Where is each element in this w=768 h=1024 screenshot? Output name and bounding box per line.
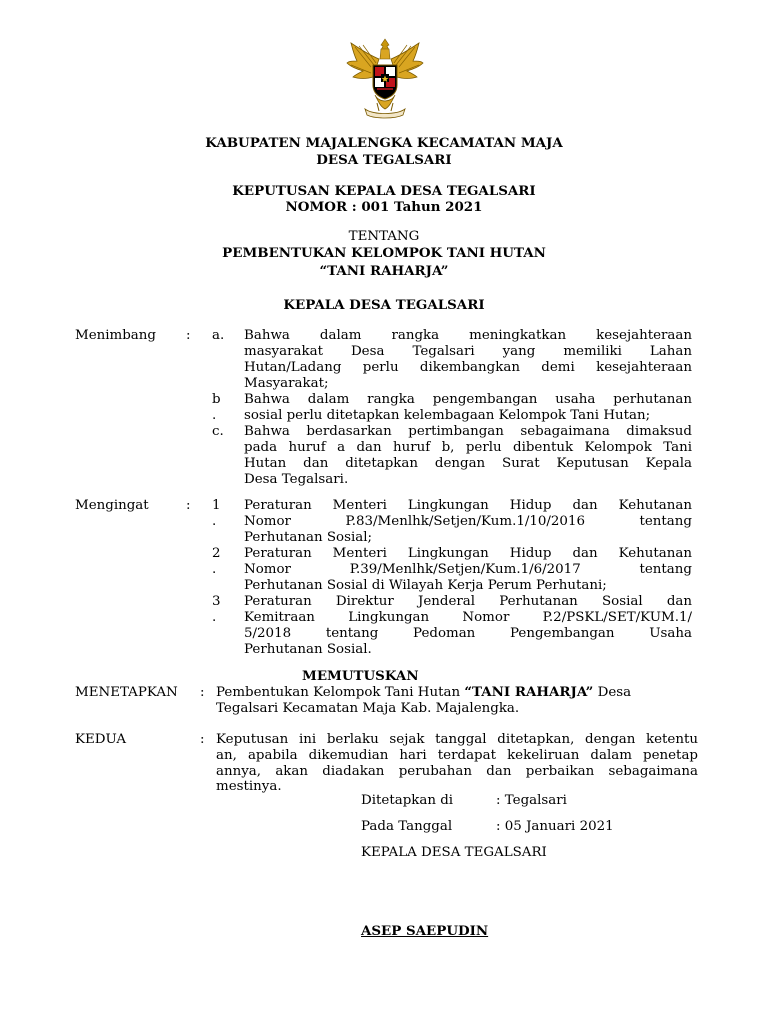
mengingat-1-line-2: Nomor P.83/Menlhk/Setjen/Kum.1/10/2016 tentang <box>244 514 692 529</box>
memutuskan-heading: MEMUTUSKAN <box>302 668 419 684</box>
menimbang-a-line-2: masyarakat Desa Tegalsari yang memiliki Lahan <box>244 344 692 359</box>
kedua-colon: : <box>200 732 205 747</box>
subject-line-1: PEMBENTUKAN KELOMPOK TANI HUTAN <box>222 245 546 261</box>
mengingat-marker-2-dot: . <box>212 562 217 577</box>
signatory-name: ASEP SAEPUDIN <box>361 923 489 939</box>
menetapkan-colon: : <box>200 685 205 700</box>
kedua-line-2: an, apabila dikemudian hari terdapat kekeliruan dalam penetap <box>216 748 698 763</box>
menimbang-marker-c: c. <box>212 424 224 439</box>
mengingat-2-line-2: Nomor P.39/Menlhk/Setjen/Kum.1/6/2017 tentang <box>244 562 692 577</box>
group-name: “TANI RAHARJA” <box>464 684 594 700</box>
about-label: TENTANG <box>348 229 420 244</box>
menetapkan-text-post: Desa <box>593 685 632 700</box>
kedua-line-1: Keputusan ini berlaku sejak tanggal ditetapkan, dengan ketentu <box>216 732 698 747</box>
menimbang-a-line-1: Bahwa dalam rangka meningkatkan kesejahteraan <box>244 328 692 343</box>
issuer-heading: KEPALA DESA TEGALSARI <box>283 297 485 313</box>
menimbang-colon: : <box>186 328 191 343</box>
menetapkan-line-1 <box>216 685 698 700</box>
decree-number: NOMOR : 001 Tahun 2021 <box>285 199 483 215</box>
menimbang-b-line-1: Bahwa dalam rangka pengembangan usaha perhutanan <box>244 392 692 407</box>
signatory-title: KEPALA DESA TEGALSARI <box>361 845 547 860</box>
subject-line-2: “TANI RAHARJA” <box>319 263 449 279</box>
menimbang-marker-b-dot: . <box>212 408 217 423</box>
menimbang-marker-a: a. <box>212 328 225 343</box>
kedua-line-4: mestinya. <box>216 779 282 794</box>
decree-title: KEPUTUSAN KEPALA DESA TEGALSARI <box>232 183 536 199</box>
mengingat-marker-3: 3 <box>212 594 221 609</box>
mengingat-colon: : <box>186 498 191 513</box>
garuda-emblem <box>343 37 427 121</box>
mengingat-marker-1: 1 <box>212 498 221 513</box>
menetapkan-text-pre: Pembentukan Kelompok Tani Hutan <box>216 685 465 700</box>
menimbang-c-line-1: Bahwa berdasarkan pertimbangan sebagaimana dimaksud <box>244 424 692 439</box>
menimbang-marker-b: b <box>212 392 221 407</box>
mengingat-1-line-3: Perhutanan Sosial; <box>244 530 373 545</box>
menimbang-a-line-3: Hutan/Ladang perlu dikembangkan demi kesejahteraan <box>244 360 692 375</box>
mengingat-1-line-1: Peraturan Menteri Lingkungan Hidup dan Kehutanan <box>244 498 692 513</box>
menetapkan-label: MENETAPKAN <box>75 685 178 700</box>
mengingat-marker-2: 2 <box>212 546 221 561</box>
date-value: : 05 Januari 2021 <box>496 819 614 834</box>
mengingat-2-line-3: Perhutanan Sosial di Wilayah Kerja Perum Perhutani; <box>244 578 607 593</box>
menimbang-c-line-4: Desa Tegalsari. <box>244 472 349 487</box>
mengingat-3-line-2: Kemitraan Lingkungan Nomor P.2/PSKL/SET/KUM.1/ <box>244 610 692 625</box>
place-value: : Tegalsari <box>496 793 567 808</box>
menetapkan-line-2: Tegalsari Kecamatan Maja Kab. Majalengka. <box>216 701 520 716</box>
mengingat-label: Mengingat <box>75 498 149 513</box>
mengingat-3-line-4: Perhutanan Sosial. <box>244 642 372 657</box>
mengingat-3-line-1: Peraturan Direktur Jenderal Perhutanan Sosial dan <box>244 594 692 609</box>
menimbang-c-line-3: Hutan dan ditetapkan dengan Surat Keputusan Kepala <box>244 456 692 471</box>
menimbang-a-line-4: Masyarakat; <box>244 376 329 391</box>
mengingat-3-line-3: 5/2018 tentang Pedoman Pengembangan Usaha <box>244 626 692 641</box>
menimbang-c-line-2: pada huruf a dan huruf b, perlu dibentuk Kelompok Tani <box>244 440 692 455</box>
kedua-line-3: annya, akan diadakan perubahan dan perbaikan sebagaimana <box>216 764 698 779</box>
place-label: Ditetapkan di <box>361 793 454 808</box>
village-heading: DESA TEGALSARI <box>316 152 452 168</box>
mengingat-marker-3-dot: . <box>212 610 217 625</box>
mengingat-2-line-1: Peraturan Menteri Lingkungan Hidup dan Kehutanan <box>244 546 692 561</box>
mengingat-marker-1-dot: . <box>212 514 217 529</box>
menimbang-label: Menimbang <box>75 328 156 343</box>
date-label: Pada Tanggal <box>361 819 453 834</box>
menimbang-b-line-2: sosial perlu ditetapkan kelembagaan Kelompok Tani Hutan; <box>244 408 651 423</box>
kedua-label: KEDUA <box>75 732 127 747</box>
regency-heading: KABUPATEN MAJALENGKA KECAMATAN MAJA <box>205 135 563 151</box>
